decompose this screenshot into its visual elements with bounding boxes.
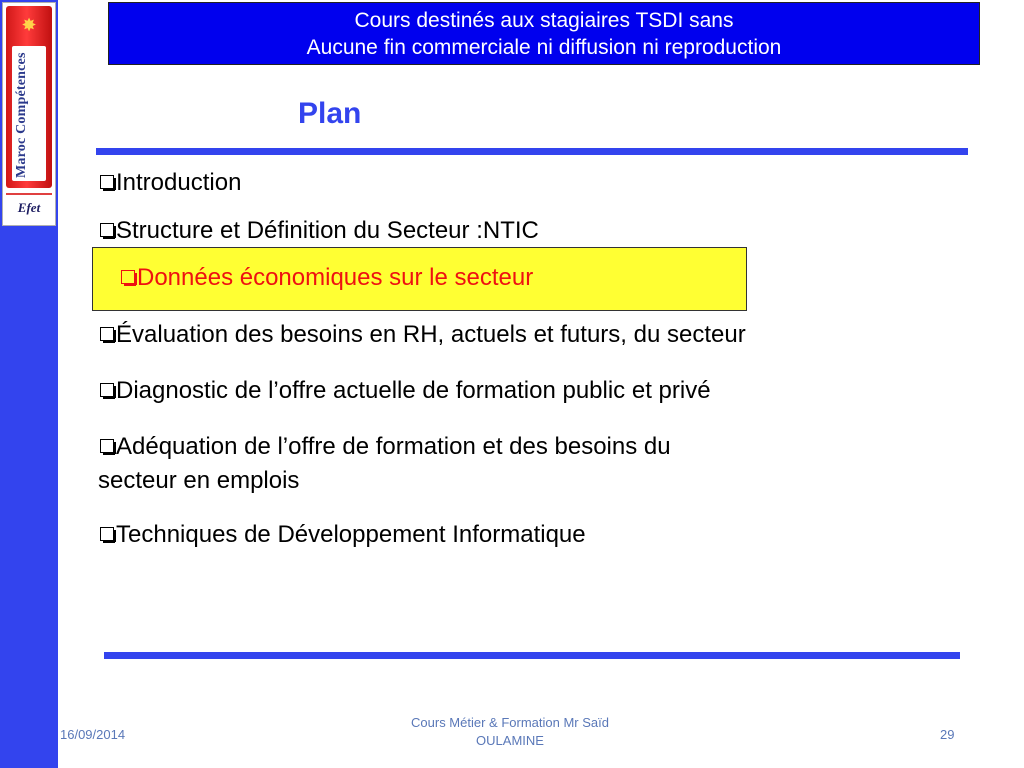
list-item-text: Structure et Définition du Secteur :NTIC — [116, 217, 539, 244]
checkbox-bullet-icon — [100, 175, 114, 189]
list-item-text: Données économiques sur le secteur — [137, 264, 534, 291]
banner-line-2: Aucune fin commerciale ni diffusion ni reproduction — [306, 36, 782, 59]
list-item — [100, 215, 539, 247]
checkbox-bullet-icon — [100, 383, 114, 397]
list-item — [100, 375, 711, 407]
notice-banner — [108, 2, 980, 65]
logo-name: Maroc Compétences — [14, 52, 29, 178]
checkbox-bullet-icon — [121, 270, 135, 284]
list-item-text: Techniques de Développement Informatique — [116, 521, 586, 548]
list-item-text: Diagnostic de l’offre actuelle de formation public et privé — [116, 377, 711, 404]
maroc-competences-logo — [2, 2, 56, 226]
list-item-text: Adéquation de l’offre de formation et des besoins du — [116, 433, 671, 460]
checkbox-bullet-icon — [100, 439, 114, 453]
footer-course-line-1: Cours Métier & Formation Mr Saïd — [411, 715, 609, 730]
banner-line-1: Cours destinés aux stagiaires TSDI sans — [354, 9, 734, 32]
list-item — [100, 167, 241, 199]
checkbox-bullet-icon — [100, 527, 114, 541]
footer-page-number: 29 — [940, 727, 955, 742]
list-item-highlighted — [121, 262, 533, 294]
checkbox-bullet-icon — [100, 327, 114, 341]
slide-title: Plan — [298, 97, 362, 130]
bottom-divider — [104, 652, 960, 659]
list-item-text: Introduction — [116, 169, 242, 196]
top-divider — [96, 148, 968, 155]
footer-course-line-2: OULAMINE — [476, 733, 544, 748]
checkbox-bullet-icon — [100, 223, 114, 237]
logo-red-panel — [6, 6, 52, 188]
footer-course-info — [370, 714, 650, 750]
list-item — [100, 319, 746, 351]
footer-date: 16/09/2014 — [60, 727, 126, 742]
list-item — [100, 519, 586, 551]
list-item-text: Évaluation des besoins en RH, actuels et futurs, du secteur — [116, 321, 746, 348]
list-item-continuation: secteur en emplois — [98, 467, 300, 494]
list-item — [100, 431, 671, 463]
logo-sub-label: Efet — [6, 193, 52, 225]
emblem-icon: ✸ — [21, 15, 37, 35]
